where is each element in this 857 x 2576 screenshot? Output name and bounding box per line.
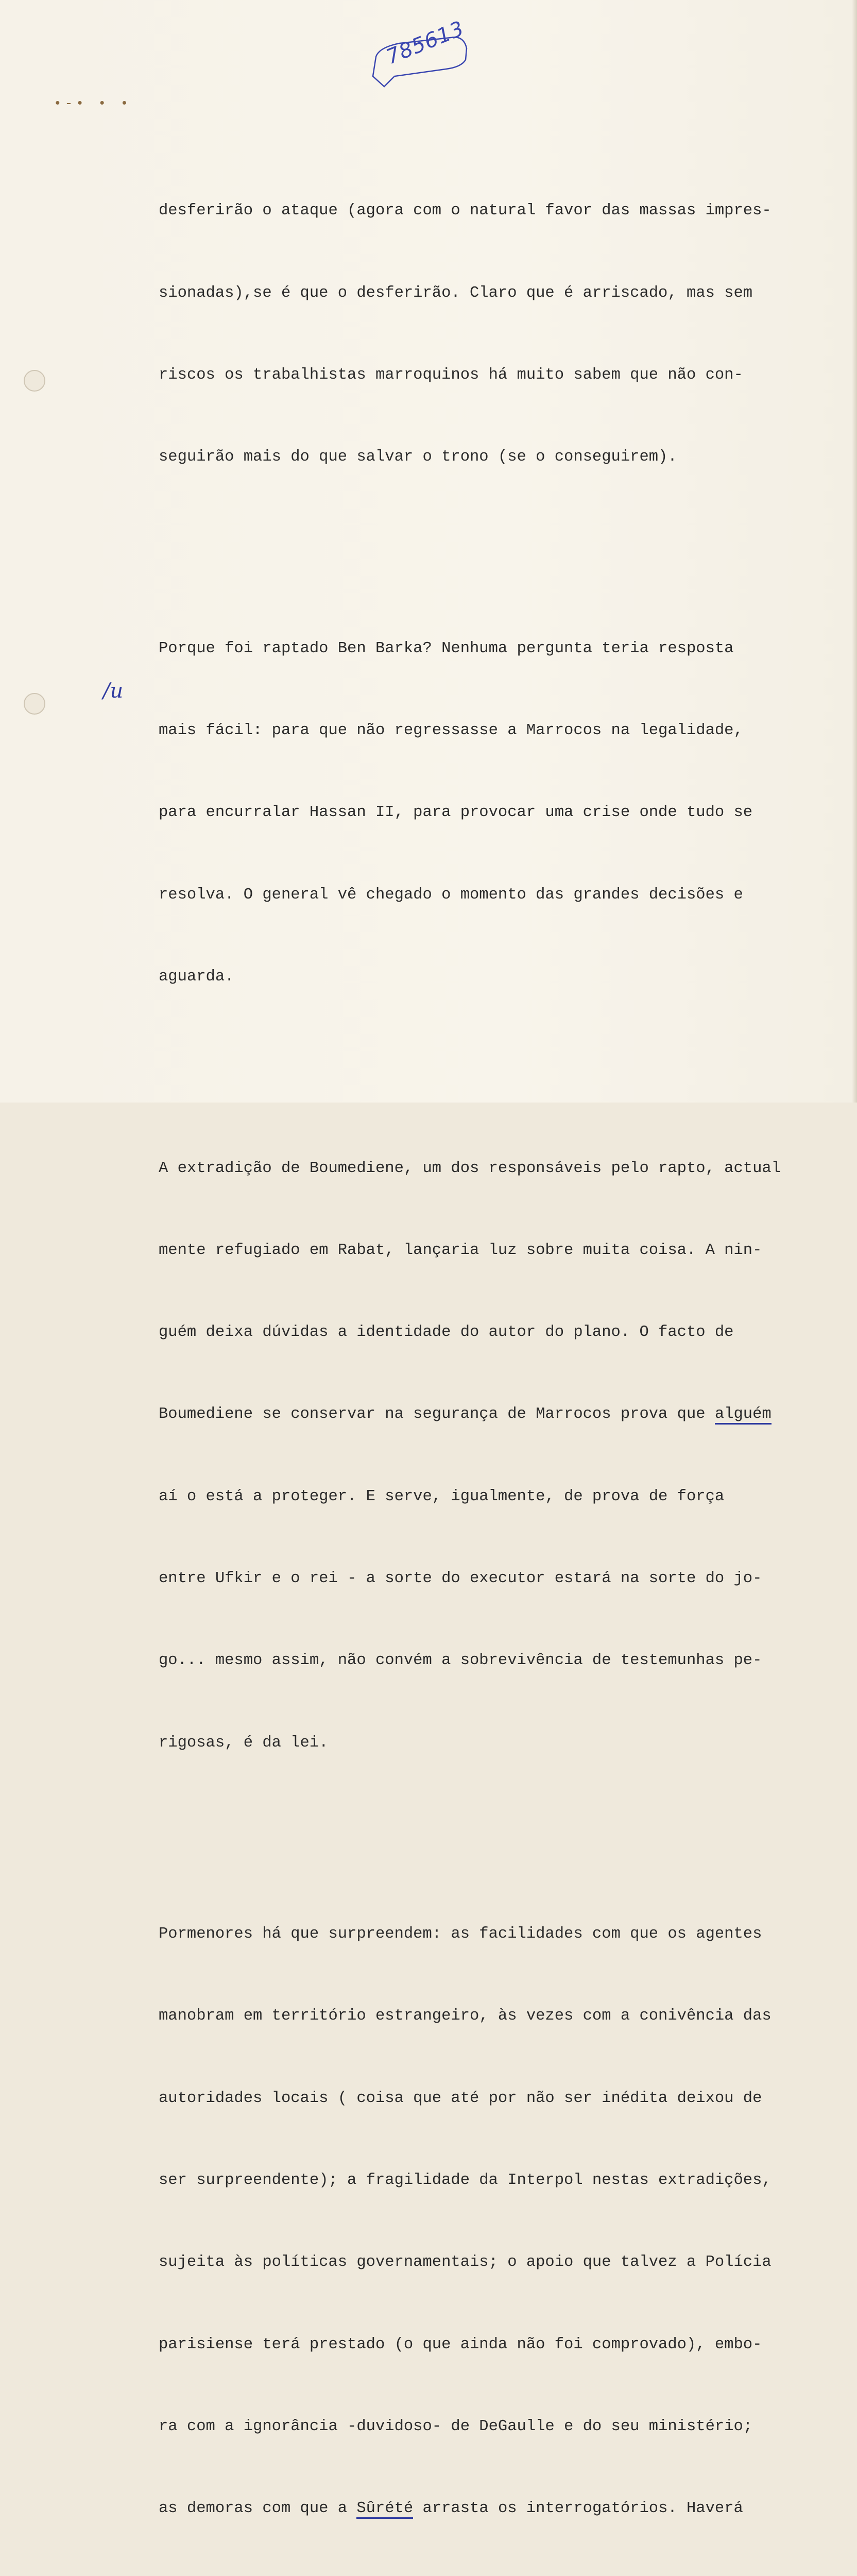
p4-line-7: ra com a ignorância -duvidoso- de DeGaulle e do seu ministério; bbox=[159, 2417, 753, 2435]
p3-line-6: entre Ufkir e o rei - a sorte do executor estará na sorte do jo- bbox=[159, 1569, 762, 1587]
p3-line-5: aí o está a proteger. E serve, igualmente, de prova de força bbox=[159, 1487, 725, 1505]
p2-line-5: aguarda. bbox=[159, 968, 234, 986]
p3-line-4-text: Boumediene se conservar na segurança de Marrocos prova que bbox=[159, 1405, 706, 1423]
stamp-number: 785613 bbox=[383, 16, 468, 70]
typed-body bbox=[159, 115, 823, 2576]
p1-line-2: sionadas),se é que o desferirão. Claro que é arriscado, mas sem bbox=[159, 284, 753, 302]
p3-line-8: rigosas, é da lei. bbox=[159, 1734, 329, 1752]
p4-line-4: ser surpreendente); a fragilidade da Interpol nestas extradições, bbox=[159, 2172, 772, 2190]
p4-line-8-text: as demoras com que a bbox=[159, 2500, 348, 2518]
p4-line-8-tail: arrasta os interrogatórios. Haverá bbox=[422, 2500, 743, 2518]
p3-line-2: mente refugiado em Rabat, lançaria luz sobre muita coisa. A nin- bbox=[159, 1241, 762, 1259]
blank-line bbox=[159, 526, 823, 553]
p3-line-7: go... mesmo assim, não convém a sobrevivência de testemunhas pe- bbox=[159, 1652, 762, 1670]
punch-hole-top bbox=[24, 370, 45, 392]
p4-line-5: sujeita às políticas governamentais; o apoio que talvez a Polícia bbox=[159, 2253, 772, 2272]
p4-line-3: autoridades locais ( coisa que até por não ser inédita deixou de bbox=[159, 2089, 762, 2107]
p2-line-3: para encurralar Hassan II, para provocar uma crise onde tudo se bbox=[159, 804, 753, 822]
p1-line-3: riscos os trabalhistas marroquinos há muito sabem que não con- bbox=[159, 366, 743, 384]
p4-line-2: manobram em território estrangeiro, às vezes com a conivência das bbox=[159, 2007, 772, 2025]
ink-dots: •‑• • • bbox=[54, 96, 132, 111]
blank-line bbox=[159, 1045, 823, 1073]
p2-line-1: Porque foi raptado Ben Barka? Nenhuma pergunta teria resposta bbox=[159, 639, 734, 657]
underlined-word: alguém bbox=[715, 1405, 772, 1425]
p3-line-4 bbox=[159, 1401, 823, 1428]
punch-hole-bottom bbox=[24, 693, 45, 715]
p2-line-2: mais fácil: para que não regressasse a Marrocos na legalidade, bbox=[159, 722, 743, 740]
blank-line bbox=[159, 1811, 823, 1839]
p1-line-1: desferirão o ataque (agora com o natural favor das massas impres- bbox=[159, 202, 772, 220]
surete-word: Sûrété bbox=[356, 2500, 413, 2519]
p4-line-1: Pormenores há que surpreendem: as facilidades com que os agentes bbox=[159, 1925, 762, 1943]
p4-line-6: parisiense terá prestado (o que ainda não foi comprovado), embo- bbox=[159, 2335, 762, 2353]
archive-stamp bbox=[369, 16, 472, 88]
p3-line-3: guém deixa dúvidas a identidade do autor do plano. O facto de bbox=[159, 1324, 734, 1342]
p4-line-8 bbox=[159, 2495, 823, 2522]
margin-annotation: /u bbox=[103, 679, 124, 703]
p2-line-4: resolva. O general vê chegado o momento das grandes decisões e bbox=[159, 886, 743, 904]
p3-line-1: A extradição de Boumediene, um dos responsáveis pelo rapto, actual bbox=[159, 1159, 781, 1177]
p1-line-4: seguirão mais do que salvar o trono (se o conseguirem). bbox=[159, 448, 677, 466]
